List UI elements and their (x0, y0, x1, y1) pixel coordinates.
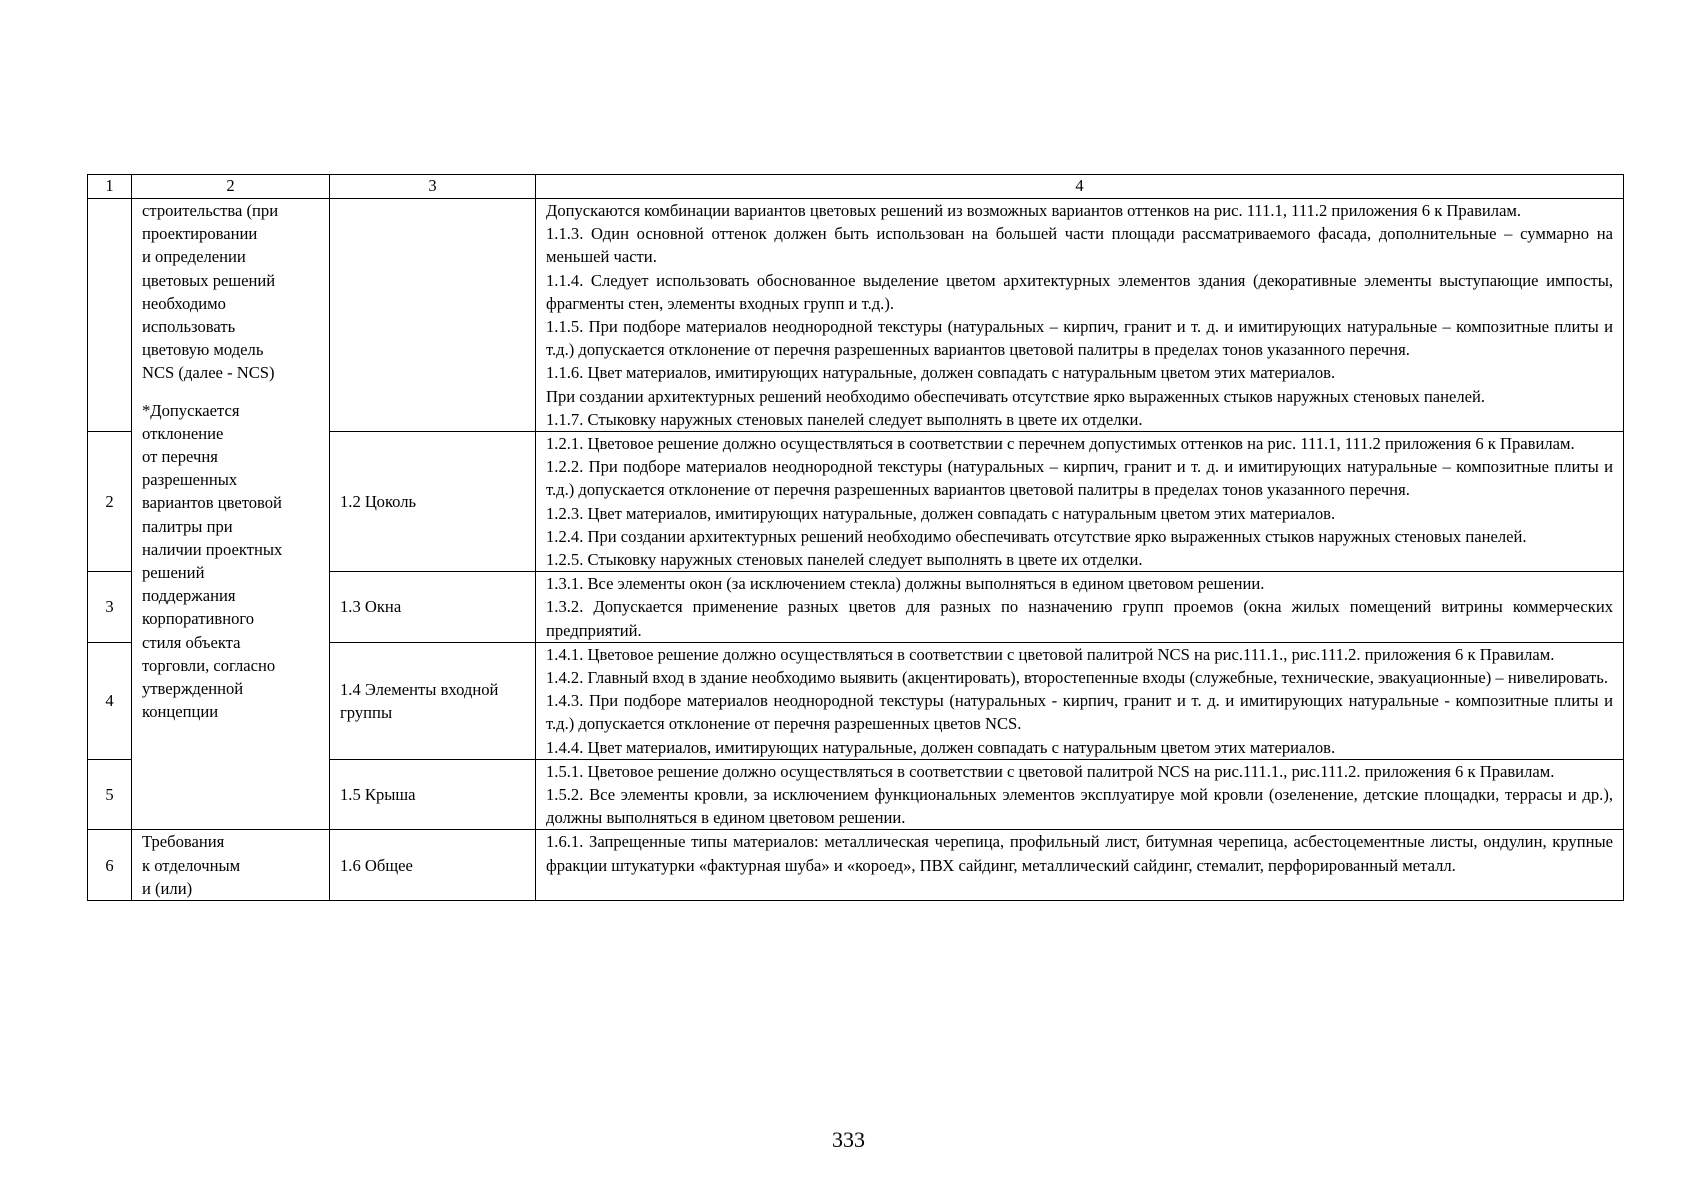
requirement-item: 1.2.4. При создании архитектурных решений необходимо обеспечивать отсутствие ярко выраженных стыков наружных стеновых панелей. (546, 526, 1527, 546)
requirement-item: 1.2.1. Цветовое решение должно осуществляться в соответствии с перечнем допустимых оттенков на рис. 111.1, 111.2 приложения 6 к Правилам. (546, 434, 1575, 454)
requirement-item: 1.1.3. Один основной оттенок должен быть использован на большей части площади рассматриваемого фасада, дополнительные – суммарно на меньшей части. (546, 224, 1613, 267)
requirement-item: 1.2.3. Цвет материалов, имитирующих натуральные, должен совпадать с натуральным цветом этих материалов. (546, 503, 1336, 523)
category-line: проектировании (142, 224, 258, 244)
category-line: торговли, согласно (142, 655, 276, 675)
requirement-item: Допускаются комбинации вариантов цветовых решений из возможных вариантов оттенков на рис. 111.1, 111.2 приложения 6 к Правилам. (546, 201, 1522, 220)
row-number: 5 (88, 759, 132, 830)
category-line: корпоративного (142, 609, 255, 629)
requirements-cell (536, 759, 1624, 830)
requirement-item: 1.6.1. Запрещенные типы материалов: металлическая черепица, профильный лист, битумная черепица, асбестоцементные листы, ондулин, крупные фракции штукатурки «фактурная шуба» и «короед», ПВХ сайдинг, металлический сайдинг, стемалит, перфорированный металл. (546, 832, 1613, 875)
requirements-table (87, 174, 1624, 901)
requirements-cell (536, 572, 1624, 643)
section-cell: 1.4 Элементы входной группы (330, 642, 536, 759)
row-number: 6 (88, 830, 132, 901)
section-cell: 1.6 Общее (330, 830, 536, 901)
row-number: 2 (88, 432, 132, 572)
category-line: и (или) (142, 878, 193, 898)
category-line: Требования (142, 832, 225, 852)
requirement-item: При создании архитектурных решений необходимо обеспечивать отсутствие ярко выраженных стыков наружных стеновых панелей. (546, 386, 1486, 406)
row-number: 3 (88, 572, 132, 643)
section-cell: 1.3 Окна (330, 572, 536, 643)
category-line: NCS (далее - NCS) (142, 363, 275, 383)
header-cell: 2 (132, 175, 330, 199)
page-number: 333 (832, 1127, 865, 1152)
header-cell: 1 (88, 175, 132, 199)
requirements-cell (536, 642, 1624, 759)
category-line: цветовых решений (142, 270, 276, 290)
category-line: стиля объекта (142, 632, 241, 652)
requirement-item: 1.4.2. Главный вход в здание необходимо выявить (акцентировать), второстепенные входы (служебные, технические, эвакуационные) – нивелировать. (546, 668, 1608, 688)
requirement-item: 1.4.3. При подборе материалов неоднородной текстуры (натуральных - кирпич, гранит и т. д. и имитирующих натуральные - композитные плиты и т.д.) допускается отклонение от перечня разрешенных цветов NCS. (546, 691, 1613, 734)
table-row (88, 830, 1624, 901)
category-line: цветовую модель (142, 340, 264, 360)
category-line: поддержания (142, 586, 236, 606)
category-spacer (142, 385, 319, 399)
category-line: концепции (142, 702, 219, 722)
requirement-item: 1.2.2. При подборе материалов неоднородной текстуры (натуральных – кирпич, гранит и т. д. и имитирующих натуральные – композитные плиты и т.д.) допускается отклонение от перечня разрешенных вариантов цветовой палитры в пределах тонов указанного перечня. (546, 457, 1613, 500)
row-number: 4 (88, 642, 132, 759)
requirement-item: 1.4.4. Цвет материалов, имитирующих натуральные, должен совпадать с натуральным цветом этих материалов. (546, 737, 1336, 757)
section-cell: 1.5 Крыша (330, 759, 536, 830)
requirements-cell (536, 199, 1624, 432)
category-line: и определении (142, 247, 246, 267)
requirement-item: 1.1.7. Стыковку наружных стеновых панелей следует выполнять в цвете их отделки. (546, 409, 1143, 429)
category-cell (132, 199, 330, 830)
requirements-cell (536, 830, 1624, 901)
category-cell (132, 830, 330, 901)
category-line: *Допускается (142, 400, 240, 420)
category-line: вариантов цветовой (142, 493, 282, 513)
requirement-item: 1.1.6. Цвет материалов, имитирующих натуральные, должен совпадать с натуральным цветом этих материалов. (546, 363, 1336, 383)
category-line: от перечня (142, 447, 218, 467)
requirement-item: 1.2.5. Стыковку наружных стеновых панелей следует выполнять в цвете их отделки. (546, 550, 1143, 570)
row-number (88, 199, 132, 432)
requirement-item: 1.3.1. Все элементы окон (за исключением стекла) должны выполняться в едином цветовом решении. (546, 574, 1265, 594)
category-line: разрешенных (142, 470, 238, 490)
category-line: решений (142, 563, 205, 583)
requirement-item: 1.1.5. При подборе материалов неоднородной текстуры (натуральных – кирпич, гранит и т. д. и имитирующих натуральные – композитные плиты и т.д.) допускается отклонение от перечня разрешенных вариантов цветовой палитры в пределах тонов указанного перечня. (546, 317, 1613, 360)
requirements-cell (536, 432, 1624, 572)
requirement-item: 1.3.2. Допускается применение разных цветов для разных по назначению групп проемов (окна жилых помещений витрины коммерческих предприятий. (546, 597, 1613, 640)
header-row (88, 175, 1624, 199)
category-line: необходимо (142, 293, 226, 313)
section-cell: 1.2 Цоколь (330, 432, 536, 572)
requirement-item: 1.1.4. Следует использовать обоснованное выделение цветом архитектурных элементов здания (декоративные элементы выступающие импосты, фрагменты стен, элементы входных групп и т.д.). (546, 270, 1613, 313)
category-line: утвержденной (142, 679, 244, 699)
requirement-item: 1.5.1. Цветовое решение должно осуществляться в соответствии с цветовой палитрой NCS на рис.111.1., рис.111.2. приложения 6 к Правилам. (546, 761, 1555, 781)
category-line: палитры при (142, 516, 233, 536)
header-cell: 3 (330, 175, 536, 199)
header-cell: 4 (536, 175, 1624, 199)
category-line: строительства (при (142, 201, 279, 220)
table-row (88, 199, 1624, 432)
category-line: использовать (142, 317, 236, 337)
requirement-item: 1.4.1. Цветовое решение должно осуществляться в соответствии с цветовой палитрой NCS на рис.111.1., рис.111.2. приложения 6 к Правилам. (546, 644, 1555, 664)
category-line: наличии проектных (142, 539, 283, 559)
category-line: отклонение (142, 423, 224, 443)
category-line: к отделочным (142, 855, 241, 875)
requirement-item: 1.5.2. Все элементы кровли, за исключением функциональных элементов эксплуатируе мой кровли (озеленение, детские площадки, террасы и др.), должны выполняться в едином цветовом решении. (546, 785, 1613, 828)
section-cell (330, 199, 536, 432)
